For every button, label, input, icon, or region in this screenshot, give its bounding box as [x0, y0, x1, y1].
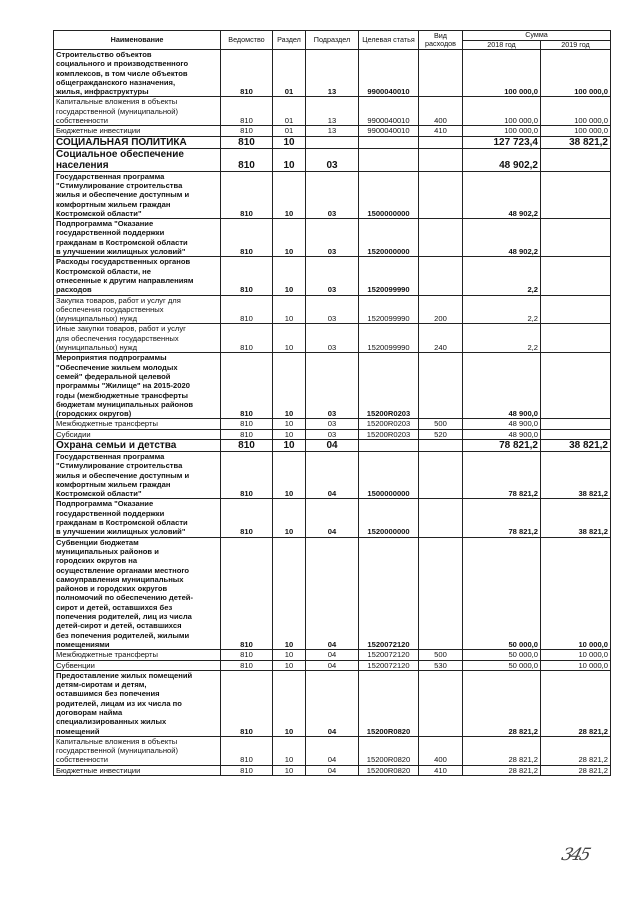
cell-celevaya: 1520099990 — [359, 295, 419, 324]
cell-podrazdel: 04 — [306, 537, 359, 650]
cell-sum-2019 — [541, 353, 611, 419]
table-row — [54, 148, 611, 171]
cell-podrazdel: 04 — [306, 660, 359, 670]
cell-name: Государственная программа "Стимулирование строительства жилья и обеспечение доступным и комфортным жильем граждан Костромской области" — [54, 171, 221, 218]
cell-razdel: 10 — [273, 324, 306, 353]
cell-vedomstvo: 810 — [221, 50, 273, 97]
col-summa: Сумма — [463, 31, 611, 41]
table-row — [54, 126, 611, 136]
cell-vid: 520 — [419, 429, 463, 439]
cell-name: Бюджетные инвестиции — [54, 765, 221, 775]
cell-celevaya: 9900040010 — [359, 50, 419, 97]
cell-razdel: 10 — [273, 257, 306, 295]
cell-podrazdel: 03 — [306, 353, 359, 419]
cell-razdel: 10 — [273, 499, 306, 537]
cell-razdel: 10 — [273, 660, 306, 670]
cell-name: Капитальные вложения в объекты государственной (муниципальной) собственности — [54, 97, 221, 126]
table-row — [54, 257, 611, 295]
cell-vedomstvo: 810 — [221, 148, 273, 171]
cell-vedomstvo: 810 — [221, 324, 273, 353]
header-row — [54, 31, 611, 41]
cell-sum-2019: 100 000,0 — [541, 50, 611, 97]
cell-sum-2018: 50 000,0 — [463, 660, 541, 670]
col-vid: Вид расходов — [419, 31, 463, 50]
cell-sum-2019 — [541, 324, 611, 353]
cell-razdel: 10 — [273, 136, 306, 148]
cell-celevaya: 1500000000 — [359, 451, 419, 498]
cell-vedomstvo: 810 — [221, 219, 273, 257]
cell-name: Иные закупки товаров, работ и услуг для обеспечения государственных (муниципальных) нужд — [54, 324, 221, 353]
col-podrazdel: Подраздел — [306, 31, 359, 50]
cell-razdel: 01 — [273, 126, 306, 136]
cell-podrazdel — [306, 136, 359, 148]
cell-vedomstvo: 810 — [221, 295, 273, 324]
cell-sum-2018: 100 000,0 — [463, 97, 541, 126]
cell-celevaya: 15200R0820 — [359, 765, 419, 775]
cell-vid — [419, 136, 463, 148]
cell-podrazdel: 03 — [306, 429, 359, 439]
cell-vedomstvo: 810 — [221, 537, 273, 650]
cell-vedomstvo: 810 — [221, 499, 273, 537]
cell-podrazdel: 13 — [306, 50, 359, 97]
cell-name: СОЦИАЛЬНАЯ ПОЛИТИКА — [54, 136, 221, 148]
cell-sum-2019 — [541, 419, 611, 429]
cell-razdel: 10 — [273, 148, 306, 171]
cell-sum-2018: 48 900,0 — [463, 419, 541, 429]
table-row — [54, 136, 611, 148]
cell-sum-2018: 50 000,0 — [463, 537, 541, 650]
cell-name: Межбюджетные трансферты — [54, 419, 221, 429]
cell-vid: 240 — [419, 324, 463, 353]
cell-celevaya: 9900040010 — [359, 126, 419, 136]
handwritten-page-number: 345 — [559, 845, 592, 865]
cell-sum-2019 — [541, 171, 611, 218]
cell-vid — [419, 148, 463, 171]
table-row — [54, 660, 611, 670]
cell-celevaya: 9900040010 — [359, 97, 419, 126]
cell-vid: 410 — [419, 765, 463, 775]
cell-podrazdel: 04 — [306, 451, 359, 498]
cell-razdel: 01 — [273, 50, 306, 97]
cell-vid — [419, 451, 463, 498]
cell-vedomstvo: 810 — [221, 650, 273, 660]
cell-razdel: 10 — [273, 295, 306, 324]
cell-name: Расходы государственных органов Костромской области, не отнесенные к другим направлениям расходов — [54, 257, 221, 295]
cell-celevaya: 1520099990 — [359, 324, 419, 353]
cell-vid: 400 — [419, 97, 463, 126]
cell-celevaya: 1520000000 — [359, 499, 419, 537]
cell-name: Охрана семьи и детства — [54, 439, 221, 451]
cell-vedomstvo: 810 — [221, 419, 273, 429]
cell-sum-2019 — [541, 295, 611, 324]
cell-sum-2019: 28 821,2 — [541, 670, 611, 736]
table-row — [54, 171, 611, 218]
cell-sum-2018: 48 902,2 — [463, 171, 541, 218]
col-name: Наименование — [54, 31, 221, 50]
cell-podrazdel: 03 — [306, 324, 359, 353]
table-row — [54, 50, 611, 97]
cell-vid: 200 — [419, 295, 463, 324]
cell-vid — [419, 171, 463, 218]
cell-sum-2019: 28 821,2 — [541, 765, 611, 775]
cell-sum-2019 — [541, 219, 611, 257]
cell-razdel: 10 — [273, 353, 306, 419]
cell-celevaya — [359, 136, 419, 148]
cell-razdel: 10 — [273, 219, 306, 257]
table-row — [54, 736, 611, 765]
cell-celevaya: 15200R0820 — [359, 736, 419, 765]
cell-sum-2019: 10 000,0 — [541, 660, 611, 670]
cell-name: Подпрограмма "Оказание государственной поддержки гражданам в Костромской области в улучшении жилищных условий" — [54, 499, 221, 537]
table-row — [54, 324, 611, 353]
table-row — [54, 765, 611, 775]
table-row — [54, 499, 611, 537]
cell-sum-2019: 38 821,2 — [541, 499, 611, 537]
cell-vedomstvo: 810 — [221, 97, 273, 126]
cell-name: Бюджетные инвестиции — [54, 126, 221, 136]
table-row — [54, 439, 611, 451]
cell-celevaya — [359, 439, 419, 451]
cell-sum-2019: 38 821,2 — [541, 439, 611, 451]
cell-sum-2018: 2,2 — [463, 257, 541, 295]
cell-vid — [419, 537, 463, 650]
col-year2: 2019 год — [541, 40, 611, 50]
cell-podrazdel: 03 — [306, 295, 359, 324]
cell-celevaya: 1520072120 — [359, 537, 419, 650]
cell-celevaya: 15200R0203 — [359, 353, 419, 419]
cell-name: Субсидии — [54, 429, 221, 439]
cell-vedomstvo: 810 — [221, 765, 273, 775]
cell-vid: 410 — [419, 126, 463, 136]
table-row — [54, 353, 611, 419]
cell-vedomstvo: 810 — [221, 736, 273, 765]
cell-name: Субвенции бюджетам муниципальных районов и городских округов на осуществление органами местного самоуправления муниципальных районов и городских округов полномочий по обеспечению детей- сирот и детей, оставшихся без попечения родителей, лиц из числа детей-сирот и детей, оставшихся без попечения родителей, жилыми помещениями — [54, 537, 221, 650]
cell-sum-2018: 2,2 — [463, 324, 541, 353]
cell-razdel: 10 — [273, 650, 306, 660]
cell-sum-2019: 38 821,2 — [541, 451, 611, 498]
cell-podrazdel: 03 — [306, 219, 359, 257]
cell-vid — [419, 353, 463, 419]
cell-vid: 400 — [419, 736, 463, 765]
cell-sum-2018: 48 900,0 — [463, 353, 541, 419]
cell-sum-2019: 10 000,0 — [541, 537, 611, 650]
cell-name: Подпрограмма "Оказание государственной поддержки гражданам в Костромской области в улучшении жилищных условий" — [54, 219, 221, 257]
cell-sum-2018: 100 000,0 — [463, 126, 541, 136]
cell-celevaya: 15200R0820 — [359, 670, 419, 736]
cell-vid — [419, 439, 463, 451]
cell-name: Закупка товаров, работ и услуг для обеспечения государственных (муниципальных) нужд — [54, 295, 221, 324]
cell-celevaya: 1520099990 — [359, 257, 419, 295]
cell-vid — [419, 219, 463, 257]
cell-vedomstvo: 810 — [221, 126, 273, 136]
cell-razdel: 10 — [273, 429, 306, 439]
cell-podrazdel: 04 — [306, 650, 359, 660]
cell-vedomstvo: 810 — [221, 353, 273, 419]
table-row — [54, 219, 611, 257]
cell-vid — [419, 257, 463, 295]
cell-razdel: 10 — [273, 537, 306, 650]
cell-name: Мероприятия подпрограммы "Обеспечение жильем молодых семей" федеральной целевой программы "Жилище" на 2015-2020 годы (межбюджетные трансферты бюджетам муниципальных районов (городских округов) — [54, 353, 221, 419]
cell-razdel: 10 — [273, 171, 306, 218]
cell-vedomstvo: 810 — [221, 439, 273, 451]
cell-sum-2018: 28 821,2 — [463, 670, 541, 736]
cell-podrazdel: 04 — [306, 499, 359, 537]
cell-razdel: 10 — [273, 439, 306, 451]
cell-sum-2019 — [541, 429, 611, 439]
cell-celevaya: 1520072120 — [359, 660, 419, 670]
col-vedomstvo: Ведомство — [221, 31, 273, 50]
col-razdel: Раздел — [273, 31, 306, 50]
cell-sum-2018: 78 821,2 — [463, 451, 541, 498]
cell-vid: 530 — [419, 660, 463, 670]
cell-razdel: 10 — [273, 736, 306, 765]
cell-celevaya: 15200R0203 — [359, 429, 419, 439]
cell-sum-2019 — [541, 257, 611, 295]
table-row — [54, 419, 611, 429]
cell-podrazdel: 04 — [306, 439, 359, 451]
cell-vedomstvo: 810 — [221, 171, 273, 218]
cell-name: Государственная программа "Стимулирование строительства жилья и обеспечение доступным и комфортным жильем граждан Костромской области" — [54, 451, 221, 498]
cell-vid — [419, 670, 463, 736]
cell-sum-2018: 78 821,2 — [463, 439, 541, 451]
table-row — [54, 451, 611, 498]
cell-sum-2018: 50 000,0 — [463, 650, 541, 660]
cell-sum-2019: 10 000,0 — [541, 650, 611, 660]
cell-sum-2018: 48 902,2 — [463, 148, 541, 171]
cell-sum-2018: 28 821,2 — [463, 736, 541, 765]
table-row — [54, 429, 611, 439]
cell-razdel: 01 — [273, 97, 306, 126]
cell-podrazdel: 04 — [306, 765, 359, 775]
cell-name: Строительство объектов социального и производственного комплексов, в том числе объектов общегражданского назначения, жилья, инфраструктуры — [54, 50, 221, 97]
cell-celevaya: 15200R0203 — [359, 419, 419, 429]
cell-podrazdel: 04 — [306, 736, 359, 765]
cell-vid — [419, 499, 463, 537]
cell-vid: 500 — [419, 650, 463, 660]
table-row — [54, 97, 611, 126]
cell-celevaya: 1500000000 — [359, 171, 419, 218]
table-row — [54, 295, 611, 324]
cell-sum-2019 — [541, 148, 611, 171]
cell-vedomstvo: 810 — [221, 451, 273, 498]
cell-sum-2018: 78 821,2 — [463, 499, 541, 537]
cell-podrazdel: 13 — [306, 97, 359, 126]
cell-celevaya — [359, 148, 419, 171]
cell-name: Капитальные вложения в объекты государственной (муниципальной) собственности — [54, 736, 221, 765]
cell-vedomstvo: 810 — [221, 429, 273, 439]
cell-razdel: 10 — [273, 670, 306, 736]
cell-vid: 500 — [419, 419, 463, 429]
table-row — [54, 650, 611, 660]
cell-vedomstvo: 810 — [221, 257, 273, 295]
col-year1: 2018 год — [463, 40, 541, 50]
cell-vid — [419, 50, 463, 97]
cell-sum-2019: 38 821,2 — [541, 136, 611, 148]
table-row — [54, 670, 611, 736]
cell-sum-2019: 28 821,2 — [541, 736, 611, 765]
cell-celevaya: 1520000000 — [359, 219, 419, 257]
cell-podrazdel: 13 — [306, 126, 359, 136]
cell-sum-2018: 28 821,2 — [463, 765, 541, 775]
cell-podrazdel: 03 — [306, 171, 359, 218]
cell-sum-2018: 100 000,0 — [463, 50, 541, 97]
cell-name: Социальное обеспечение населения — [54, 148, 221, 171]
cell-celevaya: 1520072120 — [359, 650, 419, 660]
cell-razdel: 10 — [273, 765, 306, 775]
budget-table — [53, 30, 611, 776]
cell-podrazdel: 04 — [306, 670, 359, 736]
cell-sum-2019: 100 000,0 — [541, 97, 611, 126]
cell-sum-2019: 100 000,0 — [541, 126, 611, 136]
cell-sum-2018: 48 902,2 — [463, 219, 541, 257]
cell-vedomstvo: 810 — [221, 660, 273, 670]
cell-name: Межбюджетные трансферты — [54, 650, 221, 660]
cell-podrazdel: 03 — [306, 257, 359, 295]
cell-vedomstvo: 810 — [221, 136, 273, 148]
cell-name: Субвенции — [54, 660, 221, 670]
cell-sum-2018: 2,2 — [463, 295, 541, 324]
cell-sum-2018: 48 900,0 — [463, 429, 541, 439]
cell-razdel: 10 — [273, 419, 306, 429]
col-celevaya: Целевая статья — [359, 31, 419, 50]
cell-name: Предоставление жилых помещений детям-сиротам и детям, оставшимся без попечения родителей, лицам из их числа по договорам найма специализированных жилых помещений — [54, 670, 221, 736]
cell-razdel: 10 — [273, 451, 306, 498]
table-row — [54, 537, 611, 650]
cell-podrazdel: 03 — [306, 419, 359, 429]
cell-vedomstvo: 810 — [221, 670, 273, 736]
cell-sum-2018: 127 723,4 — [463, 136, 541, 148]
cell-podrazdel: 03 — [306, 148, 359, 171]
table-body — [54, 50, 611, 776]
